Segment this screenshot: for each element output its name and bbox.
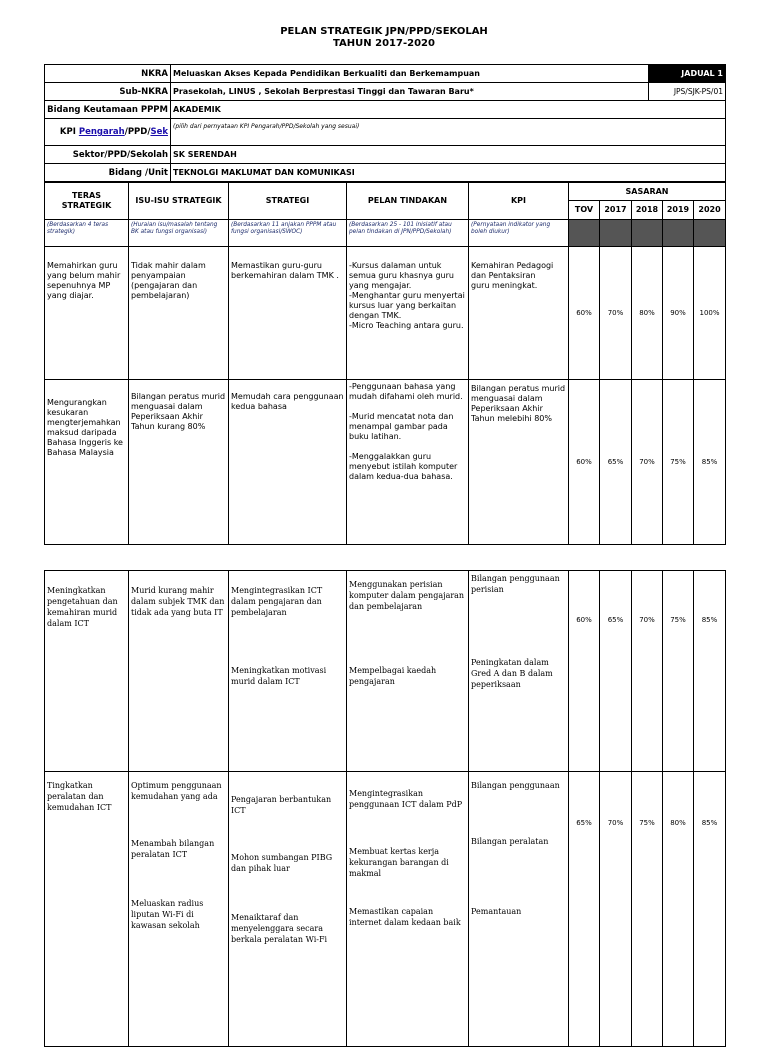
hint-shaded — [694, 220, 726, 247]
bidang-label: Bidang Keutamaan PPPM — [45, 101, 171, 119]
row-teras: Mengurangkan kesukaran mengterjemahkan maksud daripada Bahasa Inggeris ke Bahasa Malaysia — [45, 380, 129, 545]
value-cell: 70% — [632, 380, 663, 545]
row-isu — [129, 772, 229, 1047]
pelan-item: Menggunakan perisian komputer dalam pengajaran dan pembelajaran — [349, 580, 465, 611]
jadual-badge: JADUAL 1 — [649, 65, 726, 83]
value-cell: 75% — [663, 380, 694, 545]
unit-label: Bidang /Unit — [45, 164, 171, 182]
hint-shaded — [600, 220, 632, 247]
header-kpi: KPI — [469, 183, 569, 220]
header-isu: ISU-ISU STRATEGIK — [129, 183, 229, 220]
hint-shaded — [632, 220, 663, 247]
value-cell: 65% — [600, 571, 632, 772]
value-cell: 75% — [663, 571, 694, 772]
value-cell: 60% — [569, 380, 600, 545]
pengarah-link[interactable]: Pengarah — [78, 127, 125, 137]
row-teras: Memahirkan guru yang belum mahir sepenuhnya MP yang diajar. — [45, 247, 129, 380]
value-cell: 85% — [694, 571, 726, 772]
row-strategi — [229, 571, 347, 772]
value-cell: 70% — [600, 772, 632, 1047]
strategi-item: Mengintegrasikan ICT dalam pengajaran dan pembelajaran — [231, 586, 323, 617]
sek-link[interactable]: Sek — [150, 127, 168, 137]
strategi-item: Menaiktaraf dan menyelenggara secara berkala peralatan Wi-Fi — [231, 913, 328, 944]
value-cell: 100% — [694, 247, 726, 380]
value-cell: 70% — [632, 571, 663, 772]
strategi-item: Meningkatkan motivasi murid dalam ICT — [231, 666, 327, 686]
value-cell: 75% — [632, 772, 663, 1047]
page-subtitle: TAHUN 2017-2020 — [333, 38, 435, 49]
row-pelan: -Kursus dalaman untuk semua guru khasnya guru yang mengajar. -Menghantar guru menyertai kursus luar yang berkaitan dengan TMK. -Micro Teaching antara guru. — [347, 247, 469, 380]
bidang-value: AKADEMIK — [171, 101, 726, 119]
header-year: 2019 — [663, 201, 694, 220]
kpi-item: Peningkatan dalam Gred A dan B dalam peperiksaan — [471, 658, 553, 689]
kpi-item: Bilangan penggunaan perisian — [471, 574, 560, 594]
row-kpi — [469, 772, 569, 1047]
value-cell: 85% — [694, 380, 726, 545]
subnkra-value: Prasekolah, LINUS , Sekolah Berprestasi Tinggi dan Tawaran Baru* — [171, 83, 649, 101]
strategy-table-1 — [44, 182, 726, 545]
hint-shaded — [663, 220, 694, 247]
isu-item: Optimum penggunaan kemudahan yang ada — [131, 781, 222, 801]
hint-shaded — [569, 220, 600, 247]
value-cell: 80% — [632, 247, 663, 380]
pelan-item: Mempelbagai kaedah pengajaran — [349, 666, 437, 686]
value-cell: 80% — [663, 772, 694, 1047]
strategi-item: Mohon sumbangan PIBG dan pihak luar — [231, 853, 333, 873]
row-strategi — [229, 772, 347, 1047]
value-cell: 60% — [569, 571, 600, 772]
row-pelan — [347, 571, 469, 772]
isu-item: Menambah bilangan peralatan ICT — [131, 839, 215, 859]
header-year: 2018 — [632, 201, 663, 220]
header-sasaran: SASARAN — [569, 183, 726, 201]
row-strategi: Memastikan guru-guru berkemahiran dalam TMK . — [229, 247, 347, 380]
hint-strategi: (Berdasarkan 11 anjakan PPPM atau fungsi organisasi/SWOC) — [229, 220, 347, 247]
row-pelan: -Penggunaan bahasa yang mudah difahami oleh murid. -Murid mencatat nota dan menampal gambar pada buku latihan. -Menggalakkan guru menyebut istilah komputer dalam kedua-dua bahasa. — [347, 380, 469, 545]
ref-code: JPS/SJK-PS/01 — [649, 83, 726, 101]
header-teras: TERAS STRATEGIK — [45, 183, 129, 220]
row-isu: Tidak mahir dalam penyampaian (pengajaran dan pembelajaran) — [129, 247, 229, 380]
row-teras: Meningkatkan pengetahuan dan kemahiran murid dalam ICT — [45, 571, 129, 772]
pelan-item: Memastikan capaian internet dalam kedaan baik — [349, 907, 461, 927]
header-year: 2020 — [694, 201, 726, 220]
header-year: TOV — [569, 201, 600, 220]
row-kpi: Bilangan peratus murid menguasai dalam Peperiksaan Akhir Tahun melebihi 80% — [469, 380, 569, 545]
header-pelan: PELAN TINDAKAN — [347, 183, 469, 220]
hint-teras: (Berdasarkan 4 teras strategik) — [45, 220, 129, 247]
pelan-item: Membuat kertas kerja kekurangan barangan di makmal — [349, 847, 449, 878]
row-isu: Murid kurang mahir dalam subjek TMK dan tidak ada yang buta IT — [129, 571, 229, 772]
hint-isu: (Huraian isu/masalah tentang BK atau fungsi organisasi) — [129, 220, 229, 247]
value-cell: 85% — [694, 772, 726, 1047]
kpi-label: KPI Pengarah/PPD/Sek — [45, 119, 171, 146]
info-table — [44, 64, 726, 182]
row-pelan — [347, 772, 469, 1047]
row-kpi — [469, 571, 569, 772]
row-strategi: Memudah cara penggunaan kedua bahasa — [229, 380, 347, 545]
subnkra-label: Sub-NKRA — [45, 83, 171, 101]
hint-kpi: (Pernyataan indikator yang boleh diukur) — [469, 220, 569, 247]
hint-pelan: (Berdasarkan 25 - 101 inisiatif atau pelan tindakan di JPN/PPD/Sekolah) — [347, 220, 469, 247]
page-title: PELAN STRATEGIK JPN/PPD/SEKOLAH — [280, 26, 488, 37]
strategy-table-2 — [44, 570, 726, 1047]
value-cell: 70% — [600, 247, 632, 380]
kpi-item: Bilangan penggunaan — [471, 781, 560, 790]
table-row — [45, 380, 726, 545]
value-cell: 90% — [663, 247, 694, 380]
table-row — [45, 772, 726, 1047]
header-strategi: STRATEGI — [229, 183, 347, 220]
table-row — [45, 247, 726, 380]
sektor-label: Sektor/PPD/Sekolah — [45, 146, 171, 164]
row-kpi: Kemahiran Pedagogi dan Pentaksiran guru meningkat. — [469, 247, 569, 380]
isu-item: Meluaskan radius liputan Wi-Fi di kawasan sekolah — [131, 899, 204, 930]
table-row — [45, 571, 726, 772]
value-cell: 65% — [600, 380, 632, 545]
row-isu: Bilangan peratus murid menguasai dalam Peperiksaan Akhir Tahun kurang 80% — [129, 380, 229, 545]
value-cell: 60% — [569, 247, 600, 380]
header-year: 2017 — [600, 201, 632, 220]
value-cell: 65% — [569, 772, 600, 1047]
unit-value: TEKNOLGI MAKLUMAT DAN KOMUNIKASI — [171, 164, 726, 182]
pelan-item: Mengintegrasikan penggunaan ICT dalam PdP — [349, 789, 463, 809]
nkra-value: Meluaskan Akses Kepada Pendidikan Berkualiti dan Berkemampuan — [171, 65, 649, 83]
kpi-item: Pemantauan — [471, 907, 522, 916]
row-teras: Tingkatkan peralatan dan kemudahan ICT — [45, 772, 129, 1047]
nkra-label: NKRA — [45, 65, 171, 83]
kpi-item: Bilangan peralatan — [471, 837, 549, 846]
sektor-value: SK SERENDAH — [171, 146, 726, 164]
kpi-note: (pilih dari pernyataan KPI Pengarah/PPD/Sekolah yang sesuai) — [171, 119, 726, 146]
strategi-item: Pengajaran berbantukan ICT — [231, 795, 332, 815]
